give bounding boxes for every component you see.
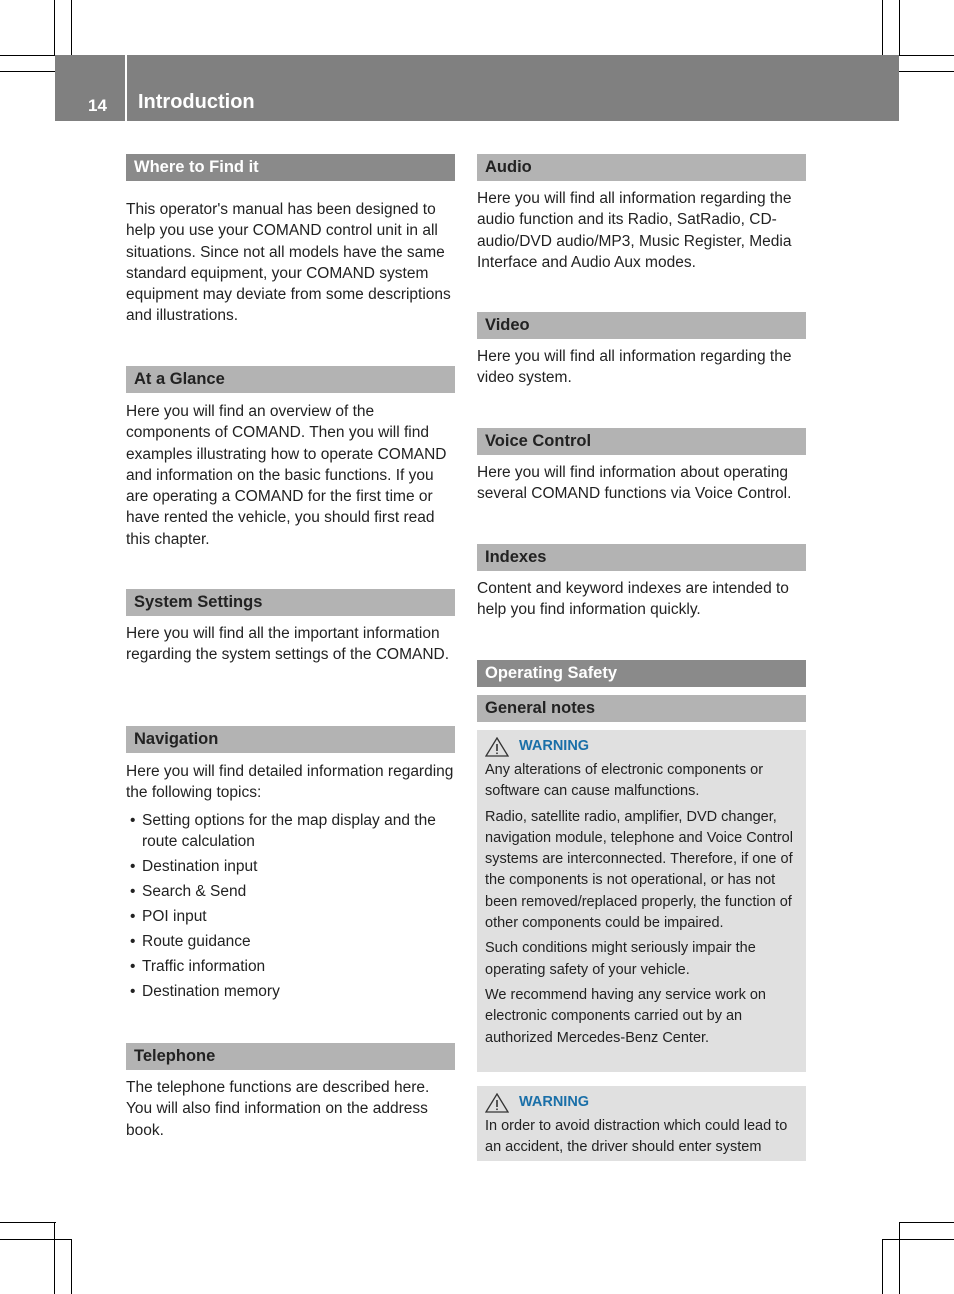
crop-mark (899, 0, 900, 56)
crop-mark (54, 1222, 55, 1294)
where-to-find-text: This operator's manual has been designed to help you use your COMAND control unit in all situations. Since not all models have the same standard equipment, your COMAND system equipment may deviate from some descriptions and illustrations. (126, 201, 451, 325)
crop-mark (899, 1222, 954, 1223)
crop-mark (71, 0, 72, 56)
heading-video: Video (477, 312, 806, 339)
crop-mark (882, 1239, 954, 1240)
list-item: • Setting options for the map display and the route calculation (126, 810, 458, 853)
warning-paragraph: Any alterations of electronic components or software can cause malfunctions. (485, 762, 764, 800)
heading-where-to-find: Where to Find it (126, 154, 455, 181)
navigation-text: Here you will find detailed information regarding the following topics: (126, 763, 454, 802)
warning-header (485, 1090, 798, 1116)
crop-mark (882, 1239, 883, 1294)
at-a-glance-text: Here you will find an overview of the components of COMAND. Then you will find examples illustrating how to operate COMAND and information on the basic functions. If you are operating a COMAND for the first time or have rented the vehicle, you should first read this chapter. (126, 403, 447, 548)
page-title: Introduction (138, 91, 255, 113)
heading-system-settings: System Settings (126, 589, 455, 616)
video-text: Here you will find all information regarding the video system. (477, 348, 792, 387)
navigation-topics-list (126, 810, 458, 1006)
warning-paragraph: Radio, satellite radio, amplifier, DVD changer, navigation module, telephone and Voice Control systems are interconnected. Therefore, if one of the components is not operational, or has not been removed/replaced properly, the function of other components could be impaired. (485, 808, 793, 932)
warning-header (485, 734, 798, 760)
crop-mark (0, 1222, 56, 1223)
crop-mark (0, 71, 56, 72)
crop-mark (54, 0, 55, 56)
crop-mark (0, 55, 56, 56)
crop-mark (71, 1239, 72, 1294)
crop-mark (0, 1239, 72, 1240)
list-item: • Search & Send (126, 881, 458, 902)
crop-mark (899, 1222, 900, 1294)
heading-audio: Audio (477, 154, 806, 181)
warning-paragraph: Such conditions might seriously impair the operating safety of your vehicle. (485, 940, 756, 978)
crop-mark (899, 71, 954, 72)
warning-triangle-icon (485, 737, 509, 757)
warning-box (477, 730, 806, 1072)
voice-control-text: Here you will find information about operating several COMAND functions via Voice Control. (477, 464, 792, 503)
warning-triangle-icon (485, 1093, 509, 1113)
warning-label: WARNING (519, 738, 590, 755)
heading-navigation: Navigation (126, 726, 455, 753)
page-number: 14 (88, 96, 107, 115)
list-item: • Traffic information (126, 956, 458, 977)
warning-label: WARNING (519, 1094, 590, 1111)
list-item: • Route guidance (126, 931, 458, 952)
warning-box (477, 1086, 806, 1161)
crop-mark (882, 0, 883, 56)
header-divider (125, 55, 127, 121)
list-item: • Destination input (126, 856, 458, 877)
warning-paragraph: In order to avoid distraction which could lead to an accident, the driver should enter system (485, 1118, 788, 1156)
telephone-text: The telephone functions are described here. You will also find information on the address book. (126, 1079, 430, 1139)
heading-voice-control: Voice Control (477, 428, 806, 455)
heading-general-notes: General notes (477, 695, 806, 722)
system-settings-text: Here you will find all the important information regarding the system settings of the COMAND. (126, 625, 450, 664)
audio-text: Here you will find all information regarding the audio function and its Radio, SatRadio, CD-audio/DVD audio/MP3, Music Register, Media Interface and Audio Aux modes. (477, 190, 792, 271)
warning-paragraph: We recommend having any service work on electronic components carried out by an authorized Mercedes-Benz Center. (485, 986, 766, 1046)
heading-telephone: Telephone (126, 1043, 455, 1070)
heading-operating-safety: Operating Safety (477, 660, 806, 687)
list-item: • Destination memory (126, 981, 458, 1002)
heading-indexes: Indexes (477, 544, 806, 571)
list-item: • POI input (126, 906, 458, 927)
crop-mark (899, 55, 954, 56)
heading-at-a-glance: At a Glance (126, 366, 455, 393)
indexes-text: Content and keyword indexes are intended to help you find information quickly. (477, 580, 789, 619)
